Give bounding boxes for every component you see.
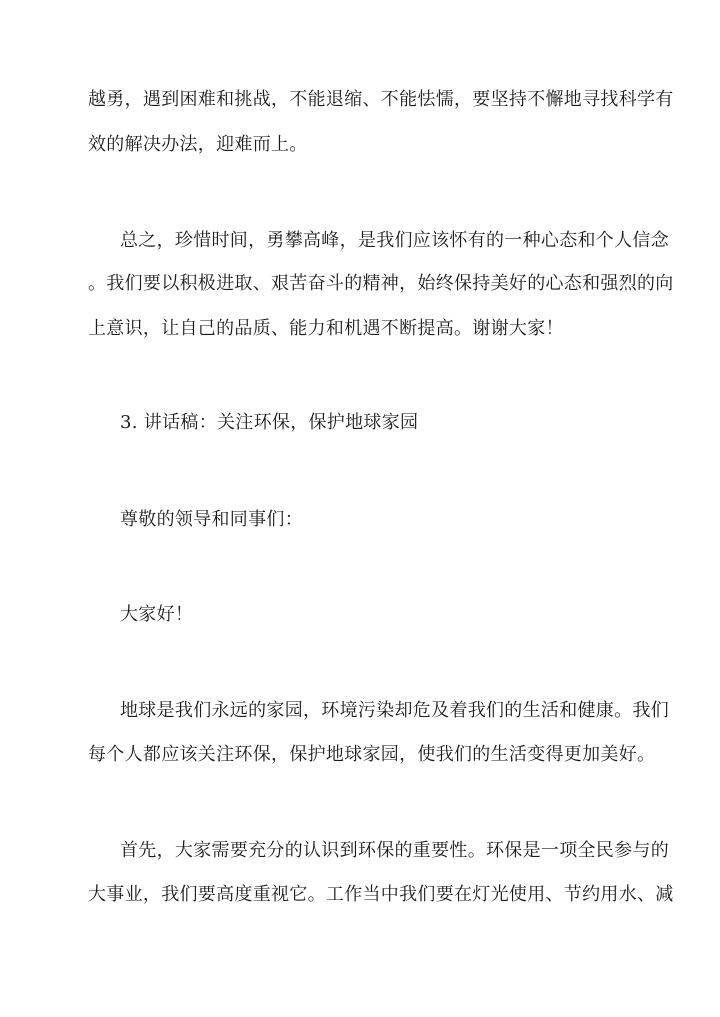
section-heading: 3. 讲话稿：关注环保，保护地球家园 xyxy=(120,412,419,433)
paragraph-line: 首先，大家需要充分的认识到环保的重要性。环保是一项全民参与的 xyxy=(120,840,669,861)
paragraph-line: 总之，珍惜时间，勇攀高峰，是我们应该怀有的一种心态和个人信念 xyxy=(120,230,669,251)
paragraph-line: 每个人都应该关注环保，保护地球家园，使我们的生活变得更加美好。 xyxy=(88,744,656,765)
paragraph-line: 大事业，我们要高度重视它。工作当中我们要在灯光使用、节约用水、减 xyxy=(88,884,674,905)
paragraph-line: 效的解决办法，迎难而上。 xyxy=(88,134,308,155)
greeting: 大家好！ xyxy=(120,604,194,625)
paragraph-line: 。我们要以积极进取、艰苦奋斗的精神，始终保持美好的心态和强烈的向 xyxy=(88,273,674,294)
salutation: 尊敬的领导和同事们： xyxy=(120,509,303,530)
paragraph-line: 地球是我们永远的家园，环境污染却危及着我们的生活和健康。我们 xyxy=(120,700,669,721)
paragraph-line: 上意识，让自己的品质、能力和机遇不断提高。谢谢大家！ xyxy=(88,318,564,339)
paragraph-line: 越勇，遇到困难和挑战，不能退缩、不能怯懦，要坚持不懈地寻找科学有 xyxy=(88,89,674,110)
